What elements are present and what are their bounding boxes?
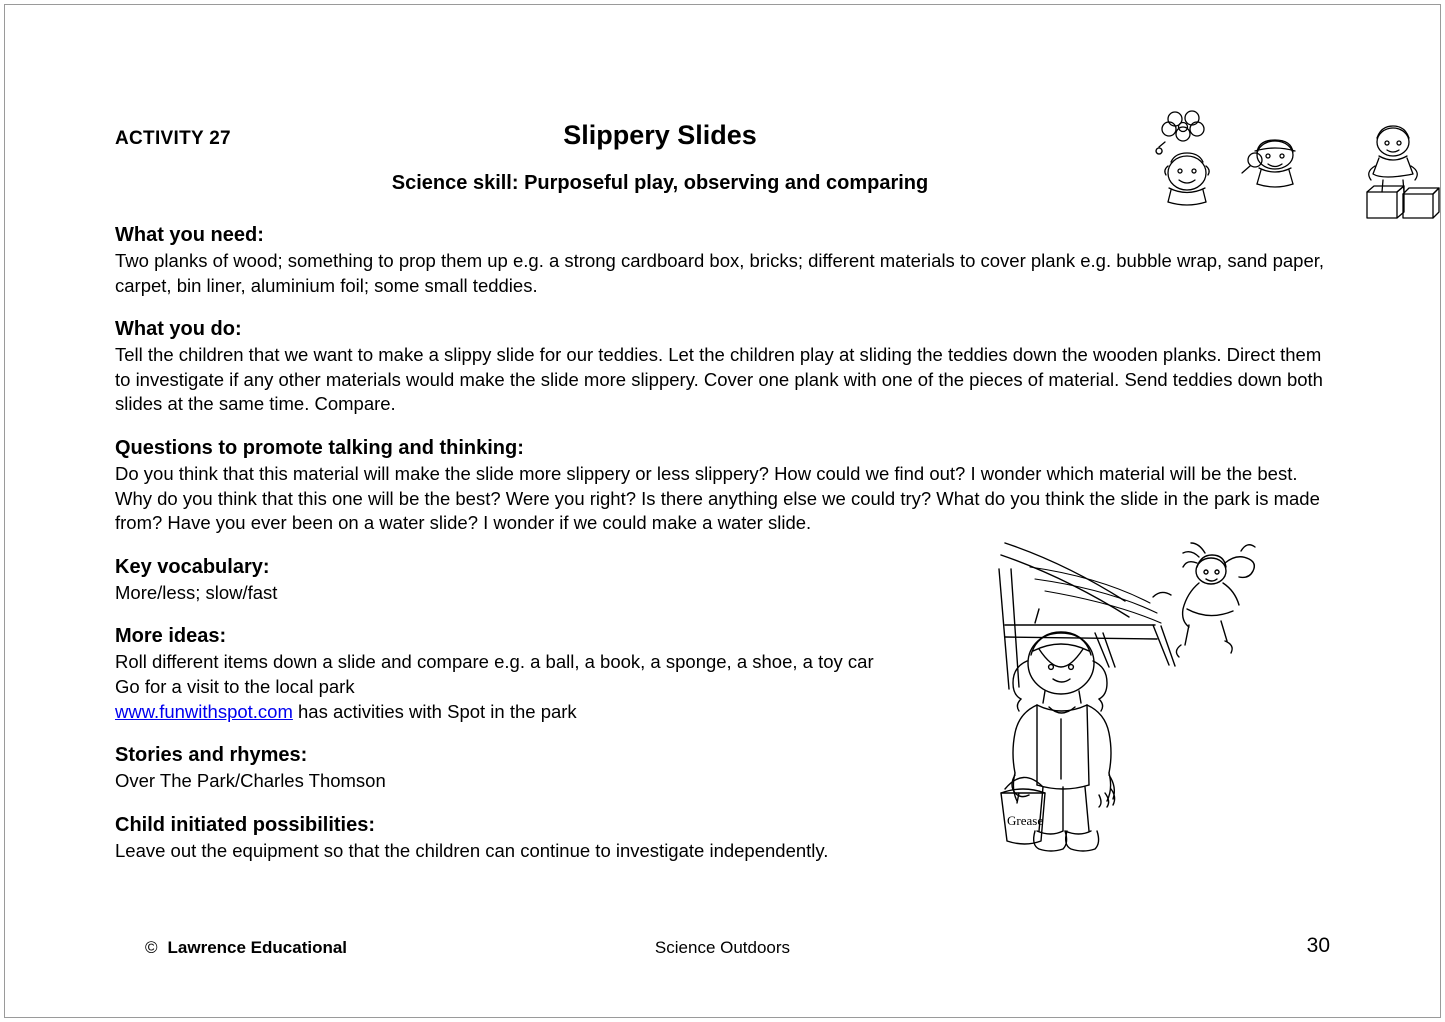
more-ideas-line-2: Go for a visit to the local park [115,675,355,697]
page-number: 30 [1306,934,1330,957]
section-body: Two planks of wood; something to prop them up e.g. a strong cardboard box, bricks; different materials to cover plank e.g. bubble wrap, sand paper, carpet, bin liner, aluminium foil; some small teddies. [115,250,1325,296]
page-footer [115,934,1330,968]
more-ideas-line-3 [115,700,1015,725]
child-face-1-icon [1165,153,1209,205]
section-what-you-do [115,316,1330,417]
section-heading: Key vocabulary: [115,555,270,578]
page-title: Slippery Slides [563,120,757,150]
section-heading: Stories and rhymes: [115,744,308,767]
section-heading: What you need: [115,224,264,246]
section-heading: What you do: [115,318,242,341]
publisher-name: Lawrence Educational [167,938,348,957]
more-ideas-line-3-rest: has activities with Spot in the park [292,700,577,722]
science-skill-subtitle: Science skill: Purposeful play, observing and comparing [391,172,929,194]
slide-illustration [975,525,1335,865]
motion-lines [1030,567,1161,623]
header-illustration [1135,110,1445,220]
thought-bubble-flower-icon [1156,111,1204,154]
copyright-icon: © [145,938,158,957]
book-title: Science Outdoors [654,938,791,957]
child-on-boxes-icon [1367,126,1439,218]
section-body: Tell the children that we want to make a slippy slide for our teddies. Let the children play at sliding the teddies down the wooden planks. Direct them to investigate if any other materials would make the slide more slippery. Cover one plank with one of the pieces of material. Send teddies down both slides at the same time. Compare. [115,344,1323,415]
page-header [115,120,1330,230]
section-heading: Child initiated possibilities: [115,813,376,836]
more-ideas-line-1: Roll different items down a slide and compare e.g. a ball, a book, a sponge, a shoe, a toy car [115,651,874,673]
section-heading: Questions to promote talking and thinking: [115,436,524,459]
section-body: Do you think that this material will make the slide more slippery or less slippery? How could we find out? I wonder which material will be the best. Why do you think that this one will be the best? Were you right? Is there anything else we could try? What do you think the slide in the park is made from? Have you ever been on a water slide? I wonder if we could make a water slide. [115,462,1320,534]
section-body: More/less; slow/fast [115,581,278,603]
activity-label: ACTIVITY 27 [115,128,231,149]
section-heading: More ideas: [115,625,227,648]
grease-bucket-label: Grease [1007,813,1044,828]
section-body: Over The Park/Charles Thomson [115,770,386,792]
grease-bucket [1001,777,1045,844]
child-detective-icon [1242,140,1295,187]
section-questions [115,435,1330,536]
slide-frame [999,543,1175,689]
sliding-child [1153,543,1255,657]
funwithspot-link[interactable]: www.funwithspot.com [115,700,293,722]
section-body: Leave out the equipment so that the children can continue to investigate independently. [115,839,829,861]
section-what-you-need [115,222,1330,298]
